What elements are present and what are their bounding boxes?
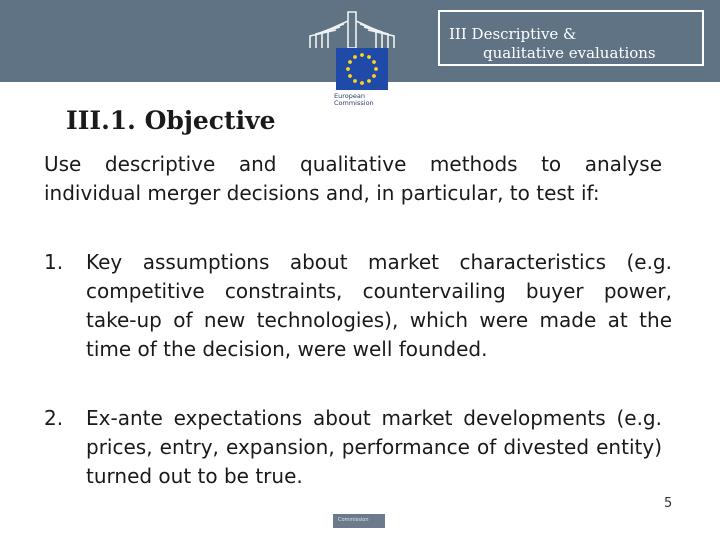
building-lines-icon bbox=[306, 10, 396, 50]
footer-logo bbox=[333, 514, 385, 528]
objectives-list bbox=[44, 248, 672, 491]
list-item-text: Ex-ante expectations about market developments (e.g. prices, entry, expansion, performance of divested entity) turned out to be true. bbox=[86, 406, 662, 488]
page-number: 5 bbox=[664, 496, 673, 511]
list-item-number: 2. bbox=[44, 406, 64, 430]
section-label-line2: qualitative evaluations bbox=[483, 44, 656, 62]
eu-flag-icon bbox=[336, 48, 388, 90]
list-item-text: Key assumptions about market characteristics (e.g. competitive constraints, countervailing buyer power, take-up of new technologies), which were made at the time of the decision, were well founded. bbox=[86, 250, 672, 361]
list-item bbox=[44, 248, 672, 388]
logo-caption-line1: European bbox=[334, 92, 365, 100]
list-item bbox=[44, 404, 662, 491]
intro-paragraph: Use descriptive and qualitative methods to analyse individual merger decisions and, in particular, to test if: bbox=[44, 152, 662, 205]
slide-title: III.1. Objective bbox=[66, 106, 276, 135]
section-label-line1: III Descriptive & bbox=[449, 25, 577, 43]
section-label-box bbox=[438, 10, 704, 66]
european-commission-logo bbox=[306, 10, 396, 107]
logo-caption-line2: Commission bbox=[334, 99, 374, 107]
logo-caption bbox=[334, 93, 404, 107]
list-item-number: 1. bbox=[44, 250, 64, 274]
footer-logo-text: Commission bbox=[338, 517, 369, 523]
